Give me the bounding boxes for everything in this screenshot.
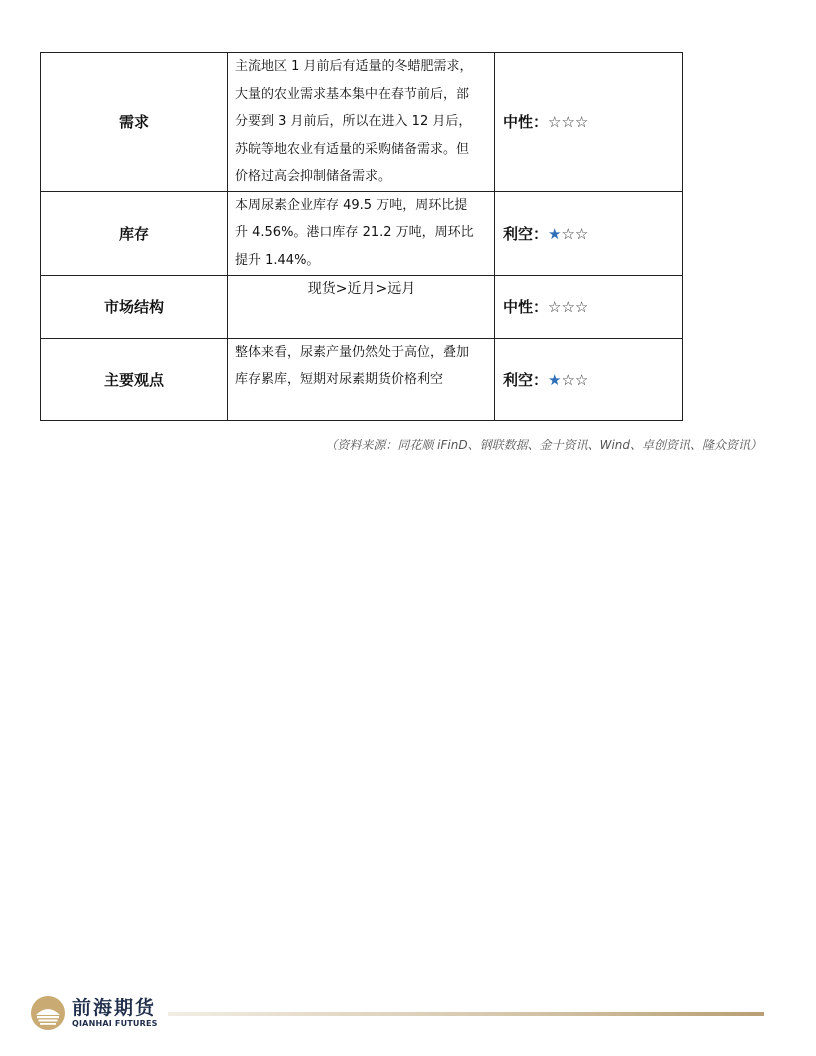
empty-star-icon: ☆☆: [561, 224, 589, 243]
description-line: 主流地区 1 月前后有适量的冬蜡肥需求，: [235, 59, 473, 74]
filled-star-icon: ★: [548, 370, 562, 389]
description-cell: [228, 275, 495, 338]
description-line: 大量的农业需求基本集中在春节前后，部: [235, 86, 470, 102]
description-cell: [228, 191, 495, 275]
logo-chinese-name: 前海期货: [72, 997, 157, 1019]
logo-english-name: QIANHAI FUTURES: [72, 1019, 158, 1028]
category-cell: 市场结构: [41, 275, 228, 338]
rating-cell: [495, 275, 683, 338]
description-line: 分要到 3 月前后，所以在进入 12 月后，: [235, 114, 472, 129]
description-line: 现货>近月>远月: [307, 280, 416, 297]
description-line: 提升 1.44%。: [235, 252, 320, 268]
qianhai-logo-icon: [30, 995, 66, 1031]
rating-cell: [495, 191, 683, 275]
empty-star-icon: ☆☆☆: [548, 113, 589, 132]
description-cell: [228, 53, 495, 192]
table-row-inventory: [41, 191, 683, 275]
category-cell: 库存: [41, 191, 228, 275]
description-line: 库存累库，短期对尿素期货价格利空: [235, 372, 444, 387]
category-cell: 需求: [41, 53, 228, 192]
rating-label: 中性：: [503, 113, 549, 132]
table-row-market-structure: [41, 275, 683, 338]
empty-star-icon: ☆☆: [561, 370, 589, 389]
description-line: 整体来看，尿素产量仍然处于高位，叠加: [235, 344, 470, 360]
description-line: 苏皖等地农业有适量的采购储备需求。但: [235, 141, 470, 157]
footer-divider: [168, 1012, 764, 1016]
description-cell: [228, 338, 495, 420]
source-note: （资料来源：同花顺 iFinD、钢联数据、金十资讯、Wind、卓创资讯、隆众资讯）: [325, 438, 762, 452]
rating-label: 中性：: [503, 298, 549, 316]
table-row-main-view: [41, 338, 683, 420]
rating-cell: [495, 53, 683, 192]
rating-cell: [495, 338, 683, 420]
filled-star-icon: ★: [548, 224, 562, 243]
category-cell: 主要观点: [41, 338, 228, 420]
logo-text: [72, 997, 158, 1029]
rating-label: 利空：: [503, 370, 549, 389]
analysis-table: [40, 52, 683, 421]
description-line: 升 4.56%。港口库存 21.2 万吨，周环比: [235, 225, 474, 240]
description-line: 价格过高会抑制储备需求。: [235, 169, 392, 184]
rating-label: 利空：: [503, 224, 549, 243]
empty-star-icon: ☆☆☆: [548, 298, 589, 316]
footer-logo: [30, 993, 170, 1033]
table-row-demand: [41, 53, 683, 192]
description-line: 本周尿素企业库存 49.5 万吨，周环比提: [235, 197, 468, 213]
